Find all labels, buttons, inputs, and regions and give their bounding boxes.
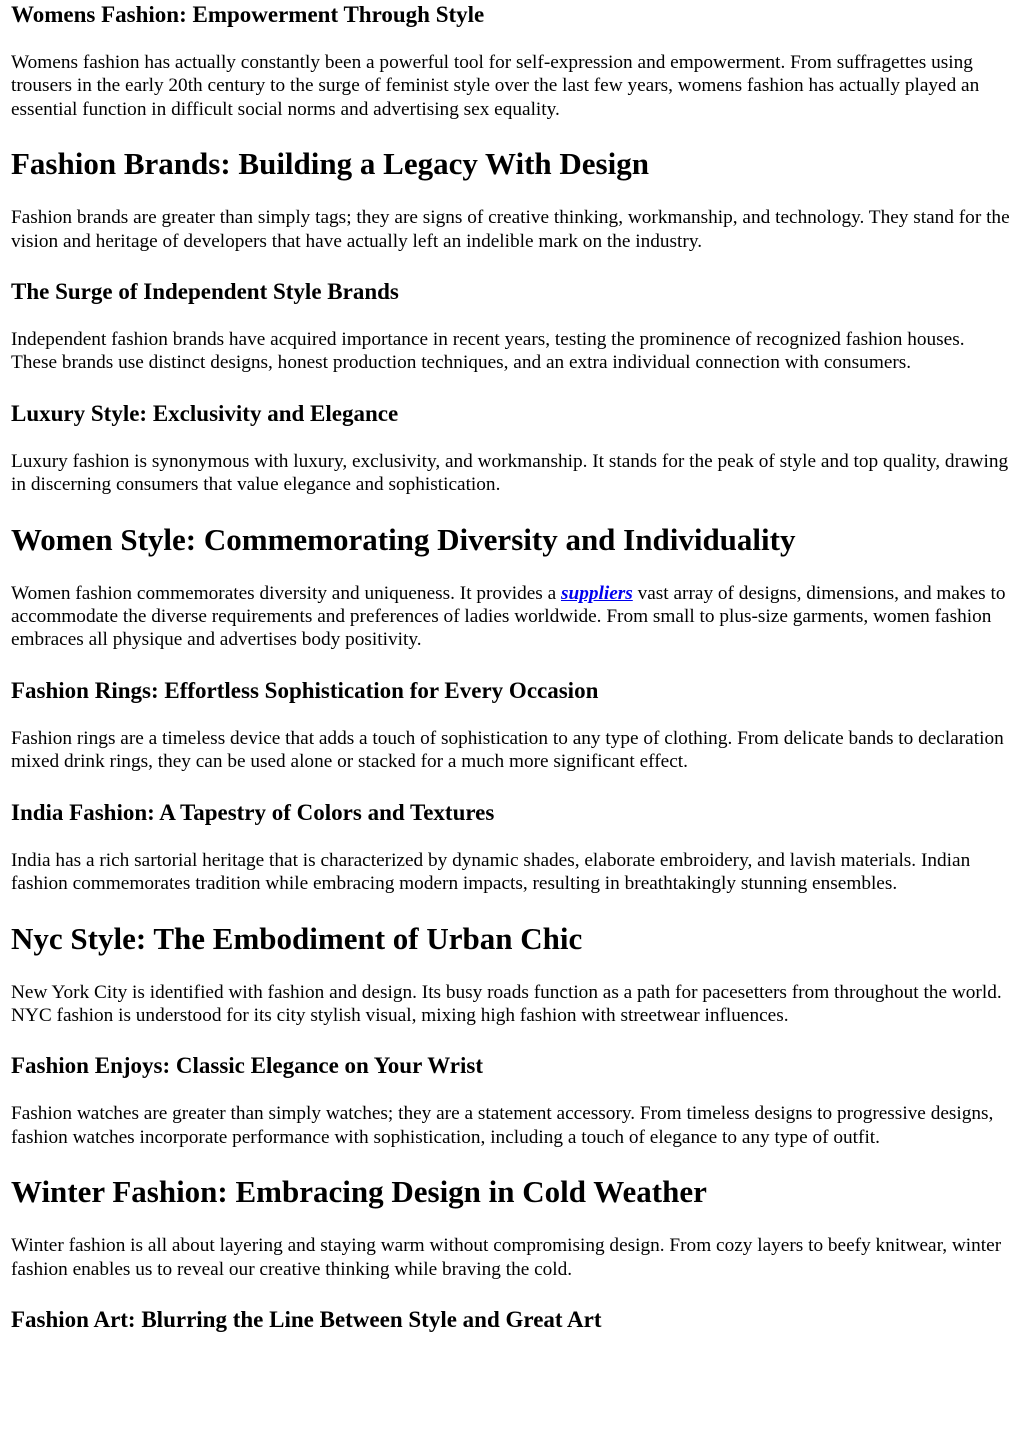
section-body-independent-brands: Independent fashion brands have acquired importance in recent years, testing the prominence of recognized fashion houses. These brands use distinct designs, honest production techniques, and an extra individual connection with consumers.	[11, 329, 965, 374]
body-text-before-link: Women fashion commemorates diversity and uniqueness. It provides a	[11, 582, 561, 604]
section-body-fashion-brands: Fashion brands are greater than simply tags; they are signs of creative thinking, workmanship, and technology. They stand for the vision and heritage of developers that have actually left an indelible mark on the industry.	[11, 207, 1010, 252]
body-text-after-link: vast array of designs, dimensions, and makes to accommodate the diverse requirements and preferences of ladies worldwide. From small to plus-size garments, women fashion embraces all physique and advertises body positivity.	[11, 582, 1006, 651]
section-heading-womens-fashion: Womens Fashion: Empowerment Through Style	[11, 2, 485, 27]
section-body-india-fashion: India has a rich sartorial heritage that is characterized by dynamic shades, elaborate embroidery, and lavish materials. Indian fashion commemorates tradition while embracing modern impacts, resulting in breathtakingly stunning ensembles.	[11, 849, 971, 895]
section-heading-fashion-rings: Fashion Rings: Effortless Sophistication for Every Occasion	[11, 677, 599, 703]
section-body-luxury-style: Luxury fashion is synonymous with luxury, exclusivity, and workmanship. It stands for the peak of style and top quality, drawing in discerning consumers that value elegance and sophistication.	[11, 450, 1009, 496]
section-heading-nyc-style: Nyc Style: The Embodiment of Urban Chic	[11, 920, 583, 956]
section-heading-fashion-watches: Fashion Enjoys: Classic Elegance on Your Wrist	[11, 1053, 483, 1079]
section-body-nyc-style: New York City is identified with fashion and design. Its busy roads function as a path for pacesetters from throughout the world. NYC fashion is understood for its city stylish visual, mixing high fashion with streetwear influences.	[11, 981, 1002, 1026]
section-body-women-style	[11, 582, 1014, 652]
section-body-winter-fashion: Winter fashion is all about layering and staying warm without compromising design. From cozy layers to beefy knitwear, winter fashion enables us to reveal our creative thinking while braving the cold.	[11, 1235, 1002, 1280]
section-heading-independent-brands: The Surge of Independent Style Brands	[11, 279, 399, 305]
section-body-fashion-watches: Fashion watches are greater than simply watches; they are a statement accessory. From timeless designs to progressive designs, fashion watches incorporate performance with sophistication, including a touch of elegance to any type of outfit.	[11, 1103, 994, 1148]
section-heading-winter-fashion: Winter Fashion: Embracing Design in Cold Weather	[11, 1174, 707, 1210]
section-heading-women-style: Women Style: Commemorating Diversity and Individuality	[11, 521, 796, 557]
section-heading-luxury-style: Luxury Style: Exclusivity and Elegance	[11, 400, 399, 426]
section-body-fashion-rings: Fashion rings are a timeless device that adds a touch of sophistication to any type of clothing. From delicate bands to declaration mixed drink rings, they can be used alone or stacked for a much more significant effect.	[11, 727, 1004, 773]
section-heading-fashion-art: Fashion Art: Blurring the Line Between Style and Great Art	[11, 1306, 602, 1332]
section-body-womens-fashion: Womens fashion has actually constantly been a powerful tool for self-expression and empowerment. From suffragettes using trousers in the early 20th century to the surge of feminist style over the last few years, womens fashion has actually played an essential function in difficult social norms and advertising sex equality.	[11, 52, 980, 120]
section-heading-fashion-brands: Fashion Brands: Building a Legacy With Design	[11, 146, 649, 182]
suppliers-link[interactable]: suppliers	[560, 582, 633, 604]
article	[11, 1, 1014, 1333]
section-heading-india-fashion: India Fashion: A Tapestry of Colors and Textures	[11, 799, 495, 825]
